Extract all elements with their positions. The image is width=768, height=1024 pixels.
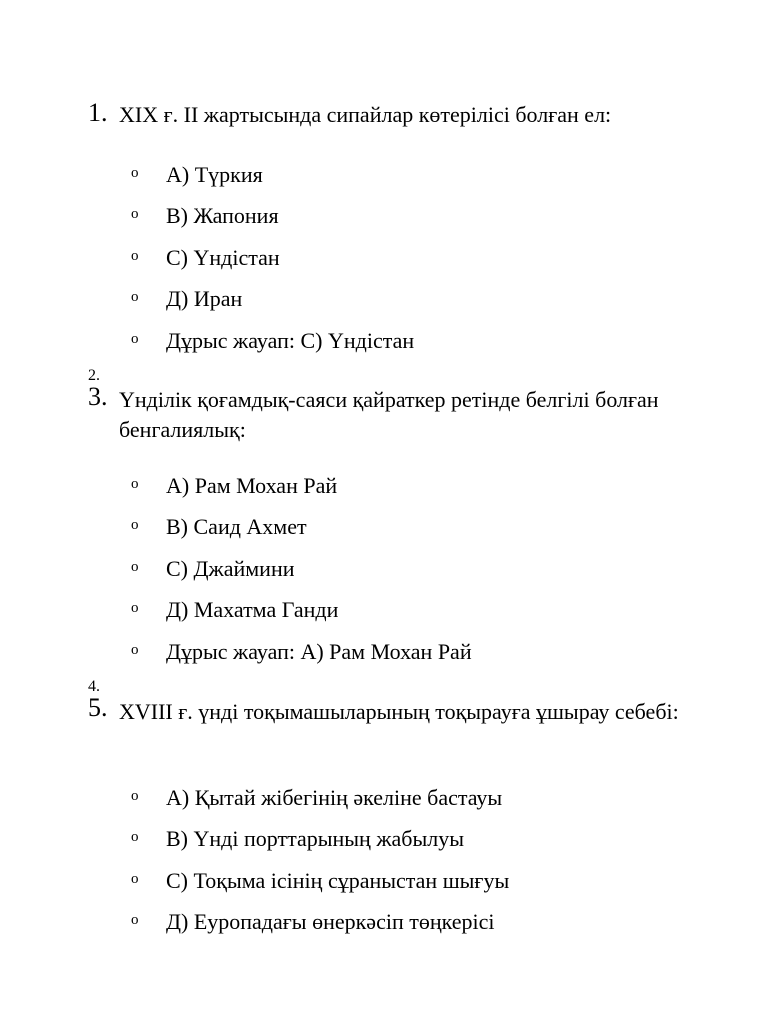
question-text: Үнділік қоғамдық-саяси қайраткер ретінде белгілі болған бенгалиялық: (119, 387, 659, 442)
question-number-small: 4. (88, 678, 100, 695)
bullet-icon: o (131, 912, 139, 928)
bullet-icon: o (131, 559, 139, 575)
bullet-icon: o (131, 829, 139, 845)
answer-option: А) Рам Мохан Рай (166, 473, 338, 498)
answer-option: А) Түркия (166, 162, 263, 187)
question-number-small: 2. (88, 367, 100, 384)
question-number: 3. (88, 382, 108, 411)
answer-option: С) Джаймини (166, 556, 295, 581)
bullet-icon: o (131, 331, 139, 347)
answer-option: В) Саид Ахмет (166, 514, 307, 539)
question-number: 5. (88, 693, 108, 722)
answer-option: В) Үнді порттарының жабылуы (166, 826, 465, 851)
bullet-icon: o (131, 476, 139, 492)
bullet-icon: o (131, 289, 139, 305)
bullet-icon: o (131, 517, 139, 533)
bullet-icon: o (131, 206, 139, 222)
answer-option: Д) Иран (166, 286, 243, 311)
question-text: XIX ғ. II жартысында сипайлар көтерілісі болған ел: (119, 102, 612, 127)
correct-answer: Дұрыс жауап: А) Рам Мохан Рай (166, 639, 472, 664)
bullet-icon: o (131, 165, 139, 181)
bullet-icon: o (131, 788, 139, 804)
question-number: 1. (88, 98, 108, 127)
bullet-icon: o (131, 642, 139, 658)
answer-option: В) Жапония (166, 203, 279, 228)
answer-option: Д) Махатма Ганди (166, 597, 339, 622)
answer-option: А) Қытай жібегінің әкеліне бастауы (166, 785, 503, 810)
answer-option: С) Тоқыма ісінің сұраныстан шығуы (166, 868, 510, 893)
correct-answer: Дұрыс жауап: С) Үндістан (166, 328, 415, 353)
question-text: XVIII ғ. үнді тоқымашыларының тоқырауға ұшырау себебі: (119, 699, 679, 724)
answer-option: Д) Еуропадағы өнеркәсіп төңкерісі (166, 909, 495, 934)
bullet-icon: o (131, 871, 139, 887)
bullet-icon: o (131, 600, 139, 616)
answer-option: С) Үндістан (166, 245, 280, 270)
bullet-icon: o (131, 248, 139, 264)
